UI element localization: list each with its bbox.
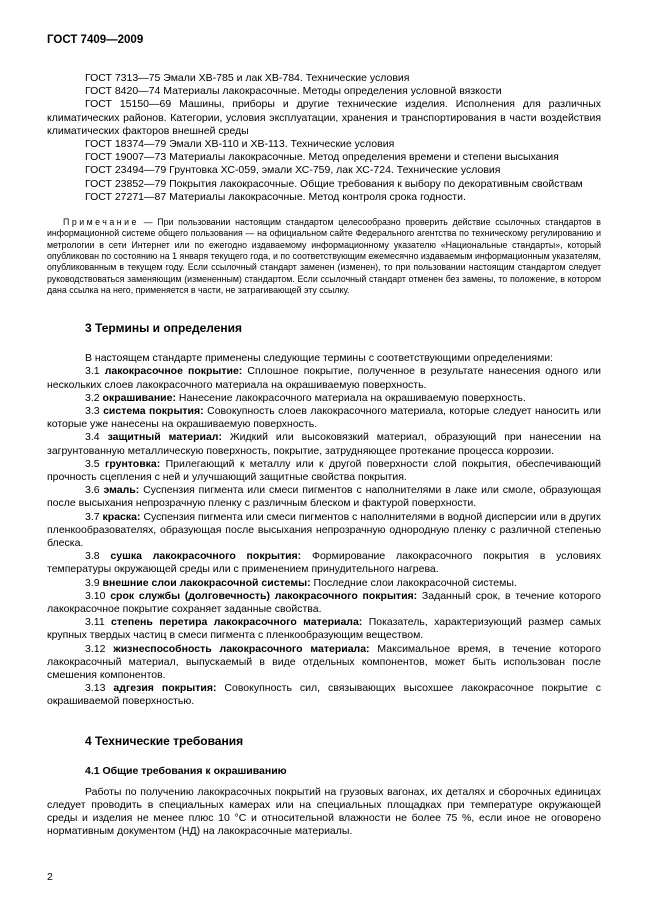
term-name: степень перетира лакокрасочного материала: [111, 616, 363, 629]
term-name: защитный материал: [107, 431, 222, 444]
term-name: грунтовка: [104, 457, 161, 470]
reference-item: ГОСТ 27271—87 Материалы лакокрасочные. Метод контроля срока годности. [85, 190, 466, 203]
term-name: окрашивание: [102, 391, 176, 404]
note-text: — При пользовании настоящим стандартом целесообразно проверить действие ссылочных стандартов в информационной системе общего пользования — на официальном сайте Федерального агентства по техническому регулированию и метрологии в сети Интернет или по ежегодно издаваемому информационному указателю «Национальные стандарты», который опубликован по состоянию на 1 января текущего года, и по соответствующим ежемесячно издаваемым информационным указателям, опубликованным в текущем году. Если ссылочный стандарт заменен (изменен), то при пользовании настоящим стандартом следует руководствоваться заменяющим (измененным) стандартом. Если ссылочный стандарт отменен без замены, то положение, в котором дана ссылка на него, применяется в части, не затрагивающей эту ссылку. [47, 217, 601, 295]
term-name: эмаль: [103, 484, 140, 497]
term-number: 3.10 [85, 589, 106, 602]
reference-item: ГОСТ 15150—69 Машины, приборы и другие технические изделия. Исполнения для различных климатических районов. Категории, условия эксплуатации, хранения и транспортирования в части воздействия климатических факторов внешней среды [47, 98, 601, 137]
term-definition: Показатель, характеризующий размер самых крупных твердых частиц в смеси пигмента с пленкообразующим веществом. [47, 616, 602, 642]
term-name: сушка лакокрасочного покрытия: [110, 550, 302, 563]
term-definition: Совокупность сил, связывающих высохшее лакокрасочное покрытие с окрашиваемой поверхностью. [47, 682, 601, 708]
term-item [47, 484, 601, 510]
doc-number: ГОСТ 7409—2009 [47, 34, 144, 46]
term-number: 3.13 [85, 682, 106, 695]
term-name: краска: [102, 510, 141, 523]
term-name: срок службы (долговечность) лакокрасочного покрытия: [110, 589, 418, 602]
term-definition: Жидкий или высоковязкий материал, образующий при нанесении на загрунтованную металлическую поверхность, покрытие, затрудняющее протекание процесса коррозии. [47, 431, 602, 457]
term-definition: Формирование лакокрасочного покрытия в условиях температуры окружающей среды или с применением принудительного нагрева. [47, 550, 601, 576]
reference-item: ГОСТ 8420—74 Материалы лакокрасочные. Методы определения условной вязкости [85, 85, 502, 98]
terms-intro: В настоящем стандарте применены следующие термины с соответствующими определениями: [85, 352, 554, 365]
reference-item: ГОСТ 18374—79 Эмали ХВ-110 и ХВ-113. Технические условия [85, 138, 395, 151]
section-4-1-title: 4.1 Общие требования к окрашиванию [85, 764, 287, 777]
reference-item: ГОСТ 23852—79 Покрытия лакокрасочные. Общие требования к выбору по декоративным свойствам [85, 177, 583, 190]
term-name: жизнеспособность лакокрасочного материала: [113, 642, 370, 655]
term-name: лакокрасочное покрытие: [104, 365, 243, 378]
term-number: 3.4 [85, 431, 100, 444]
term-number: 3.7 [85, 510, 100, 523]
term-name: адгезия покрытия: [113, 682, 217, 695]
term-item [47, 682, 601, 708]
requirements-paragraph: Работы по получению лакокрасочных покрытий на грузовых вагонах, их деталях и сборочных единицах следует проводить в специальных камерах или на специальных площадках при температуре окружающей среды и изделия не менее плюс 10 °С и относительной влажности не более 75 %, если иное не оговорено нормативным документом (НД) на лакокрасочные материалы. [47, 785, 601, 838]
term-item [47, 643, 601, 683]
term-number: 3.8 [85, 550, 100, 563]
term-item [47, 405, 601, 431]
section-4-title: 4 Технические требования [85, 733, 244, 748]
term-item [47, 392, 601, 405]
reference-item: ГОСТ 7313—75 Эмали ХВ-785 и лак ХВ-784. Технические условия [85, 72, 410, 84]
term-item [47, 511, 601, 551]
term-item [47, 431, 601, 457]
page-number: 2 [47, 871, 53, 883]
term-number: 3.2 [85, 391, 100, 404]
term-definition: Нанесение лакокрасочного материала на окрашиваемую поверхность. [178, 391, 526, 404]
term-item [47, 616, 601, 642]
term-item [47, 590, 601, 616]
section-3-title: 3 Термины и определения [85, 321, 243, 336]
note [47, 217, 601, 296]
term-definition: Суспензия пигмента или смеси пигментов с наполнителями в лаке или смоле, образующая после высыхания непрозрачную пленку с различным блеском и фактурой поверхности. [47, 484, 602, 510]
term-definition: Совокупность слоев лакокрасочного материала, которые следует наносить или которые уже нанесены на окрашиваемую поверхность. [47, 404, 602, 431]
term-item [47, 365, 601, 391]
term-name: система покрытия: [103, 404, 204, 417]
term-number: 3.12 [85, 642, 106, 655]
term-name: внешние слои лакокрасочной системы: [102, 576, 311, 589]
term-number: 3.5 [85, 457, 100, 470]
term-definition: Суспензия пигмента или смеси пигментов с наполнителями в водной дисперсии или в других пленкообразователях, образующая после высыхания непрозрачную однородную пленку с различной степенью блеска. [47, 510, 602, 549]
term-item [47, 550, 601, 576]
term-number: 3.1 [85, 365, 100, 378]
term-item [47, 577, 601, 590]
term-number: 3.6 [85, 484, 100, 497]
term-number: 3.11 [85, 616, 105, 629]
term-item [47, 458, 601, 484]
term-number: 3.9 [85, 576, 100, 589]
reference-item: ГОСТ 23494—79 Грунтовка ХС-059, эмали ХС-759, лак ХС-724. Технические условия [85, 164, 501, 177]
reference-item: ГОСТ 19007—73 Материалы лакокрасочные. Метод определения времени и степени высыхания [85, 151, 559, 164]
term-number: 3.3 [85, 404, 100, 417]
term-definition: Заданный срок, в течение которого лакокрасочное покрытие сохраняет заданные свойства. [47, 589, 602, 615]
term-definition: Сплошное покрытие, полученное в результате нанесения одного или нескольких слоев лакокрасочного материала на окрашиваемую поверхность. [47, 365, 602, 391]
term-definition: Последние слои лакокрасочной системы. [313, 576, 517, 589]
note-label: Примечание [63, 217, 139, 228]
term-definition: Максимальное время, в течение которого лакокрасочный материал, выпускаемый в виде отдельных компонентов, может быть использован после смешения компонентов. [47, 642, 602, 681]
term-definition: Прилегающий к металлу или к другой поверхности слой покрытия, обеспечивающий прочность сцепления с ней и улучшающий защитные свойства покрытия. [47, 457, 601, 483]
